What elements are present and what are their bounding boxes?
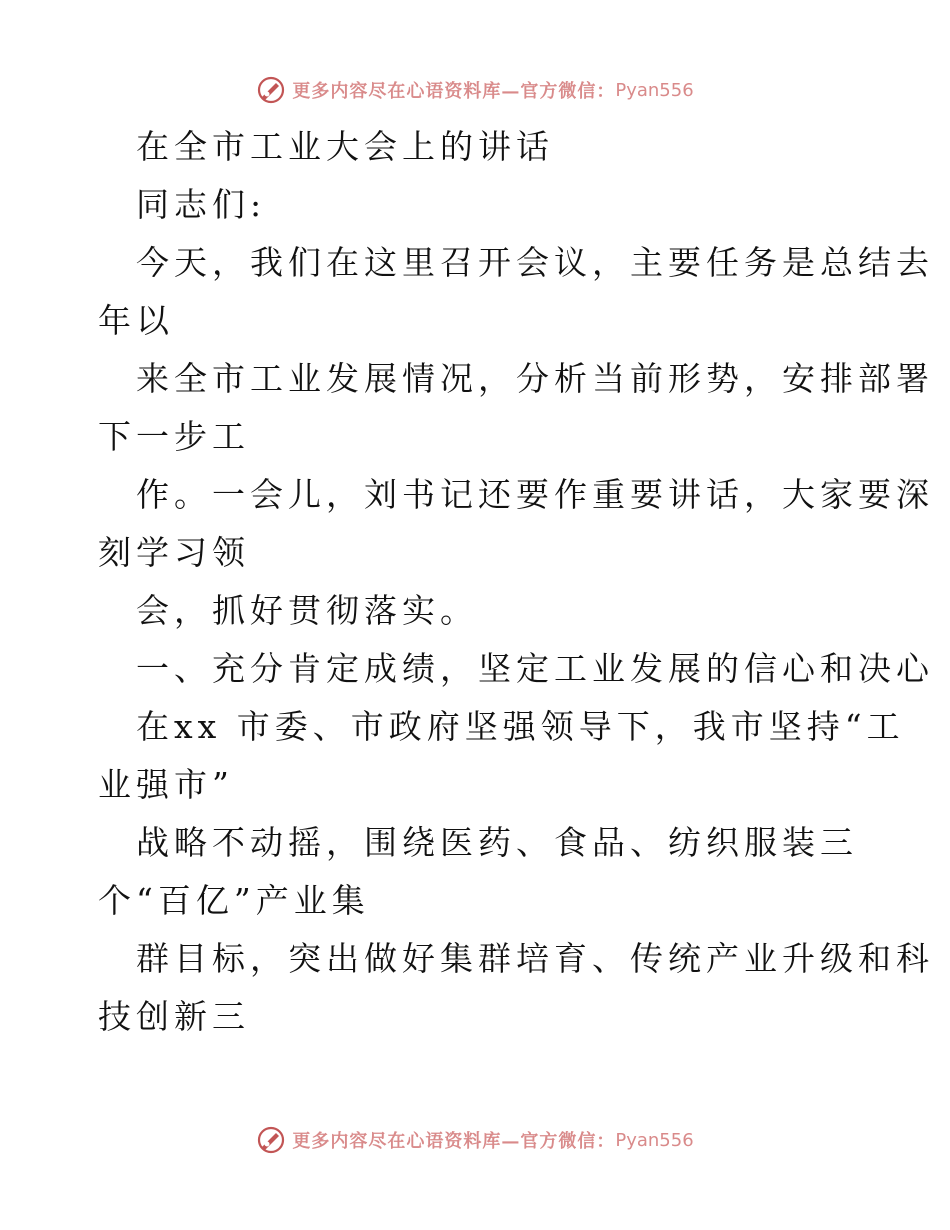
- watermark-banner-top: [0, 72, 950, 108]
- document-line: 技创新三: [98, 997, 250, 1036]
- document-body: [98, 118, 934, 1046]
- document-line: 作。一会儿，刘书记还要作重要讲话，大家要深: [136, 475, 934, 514]
- watermark-wechat-id: Pyan556: [615, 1129, 694, 1151]
- document-line: 战略不动摇，围绕医药、食品、纺织服装三: [136, 823, 858, 862]
- document-line: 业强市”: [98, 765, 234, 804]
- document-line: 来全市工业发展情况，分析当前形势，安排部署: [136, 359, 934, 398]
- watermark-wechat-label: 官方微信：: [520, 81, 616, 102]
- document-line: 在全市工业大会上的讲话: [136, 127, 554, 166]
- document-line: 群目标，突出做好集群培育、传统产业升级和科: [136, 939, 934, 978]
- document-line: 年以: [98, 301, 174, 340]
- document-line: 下一步工: [98, 417, 250, 456]
- watermark-wechat-label: 官方微信：: [520, 1131, 616, 1152]
- watermark-brand-text: 更多内容尽在心语资料库—: [292, 81, 521, 102]
- document-line: 个“百亿”产业集: [98, 881, 370, 920]
- watermark-banner-bottom: [0, 1122, 950, 1158]
- document-line: 会，抓好贯彻落实。: [136, 591, 478, 630]
- document-line: 在xx 市委、市政府坚强领导下，我市坚持“工: [136, 707, 905, 746]
- watermark-brand-text: 更多内容尽在心语资料库—: [292, 1131, 521, 1152]
- pen-logo-icon: [256, 75, 286, 105]
- watermark-wechat-id: Pyan556: [615, 79, 694, 101]
- document-line: 同志们:: [136, 185, 267, 224]
- document-line: 今天，我们在这里召开会议，主要任务是总结去: [136, 243, 934, 282]
- document-line: 一、充分肯定成绩，坚定工业发展的信心和决心: [136, 649, 934, 688]
- pen-logo-icon: [256, 1125, 286, 1155]
- document-line: 刻学习领: [98, 533, 250, 572]
